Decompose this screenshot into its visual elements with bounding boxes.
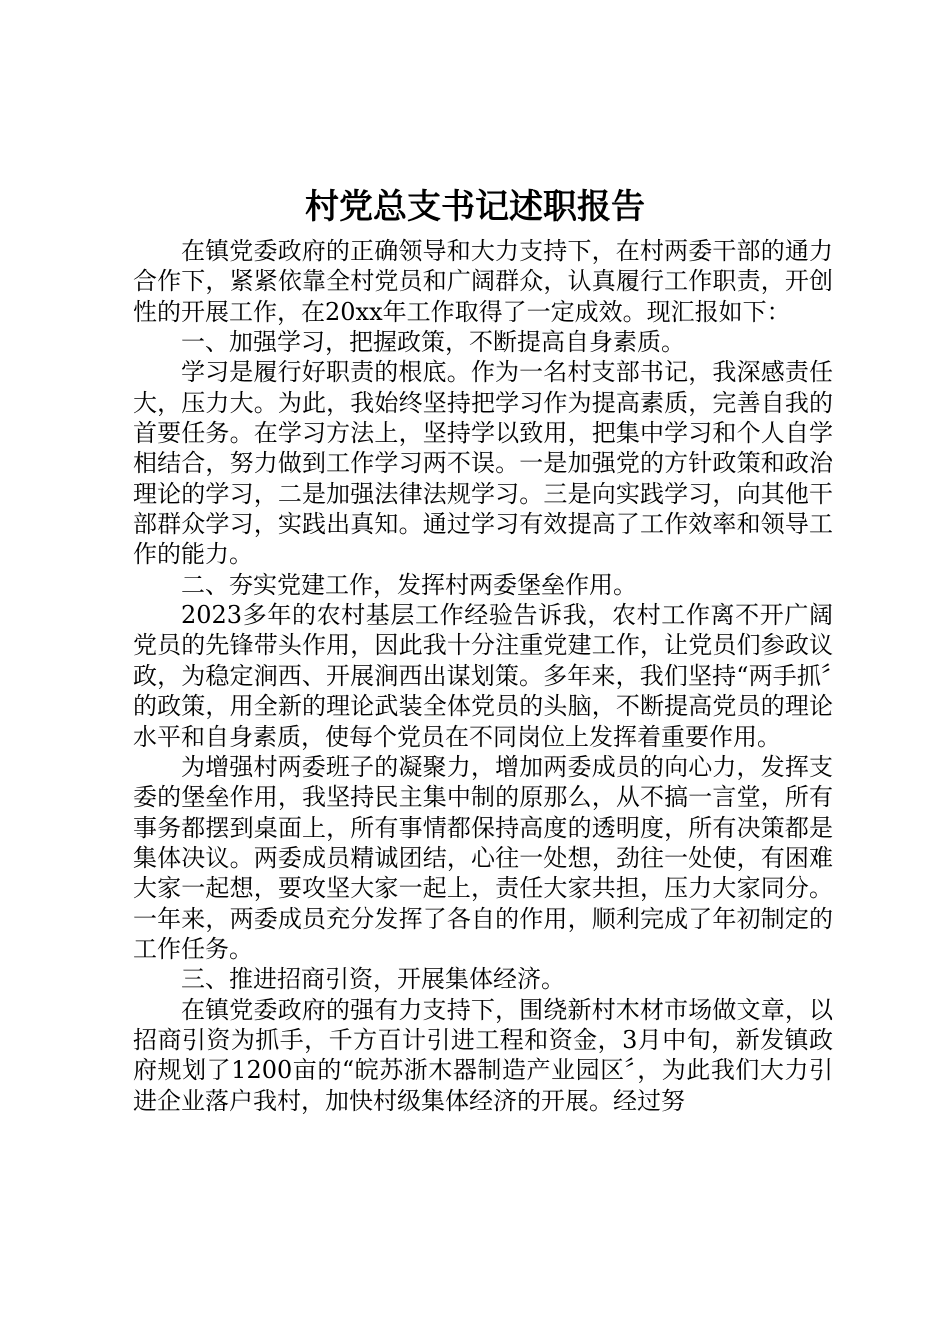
- document-title: 村党总支书记述职报告: [305, 187, 645, 227]
- section-heading-3: 三、推进招商引资，开展集体经济。: [181, 965, 565, 994]
- paragraph-intro: 在镇党委政府的正确领导和大力支持下，在村两委干部的通力合作下，紧紧依靠全村党员和广阔群众，认真履行工作职责，开创性的开展工作，在20xx年工作取得了一定成效。现汇报如下：: [133, 237, 833, 326]
- document-body: [133, 236, 833, 1116]
- paragraph-study: 学习是履行好职责的根底。作为一名村支部书记，我深感责任大，压力大。为此，我始终坚持把学习作为提高素质，完善自我的首要任务。在学习方法上，坚持学以致用，把集中学习和个人自学相结合，努力做到工作学习两不误。一是加强党的方针政策和政治理论的学习，二是加强法律法规学习。三是向实践学习，向其他干部群众学习，实践出真知。通过学习有效提高了工作效率和领导工作的能力。: [133, 358, 833, 569]
- paragraph-investment: 在镇党委政府的强有力支持下，围绕新村木材市场做文章，以招商引资为抓手，千方百计引进工程和资金，3月中旬，新发镇政府规划了1200亩的“皖苏浙木器制造产业园区〞，为此我们大力引进企业落户我村，加快村级集体经济的开展。经过努: [133, 995, 833, 1115]
- paragraph-cohesion: 为增强村两委班子的凝聚力，增加两委成员的向心力，发挥支委的堡垒作用，我坚持民主集中制的原那么，从不搞一言堂，所有事务都摆到桌面上，所有事情都保持高度的透明度，所有决策都是集体决议。两委成员精诚团结，心往一处想，劲往一处使，有困难大家一起想，要攻坚大家一起上，责任大家共担，压力大家同分。一年来，两委成员充分发挥了各自的作用，顺利完成了年初制定的工作任务。: [133, 752, 833, 963]
- section-heading-1: 一、加强学习，把握政策，不断提高自身素质。: [181, 328, 685, 357]
- paragraph-party-building: 2023多年的农村基层工作经验告诉我，农村工作离不开广阔党员的先锋带头作用，因此我十分注重党建工作，让党员们参政议政，为稳定涧西、开展涧西出谋划策。多年来，我们坚持“两手抓〞的政策，用全新的理论武装全体党员的头脑，不断提高党员的理论水平和自身素质，使每个党员在不同岗位上发挥着重要作用。: [133, 601, 833, 751]
- section-heading-2: 二、夯实党建工作，发挥村两委堡垒作用。: [181, 570, 637, 599]
